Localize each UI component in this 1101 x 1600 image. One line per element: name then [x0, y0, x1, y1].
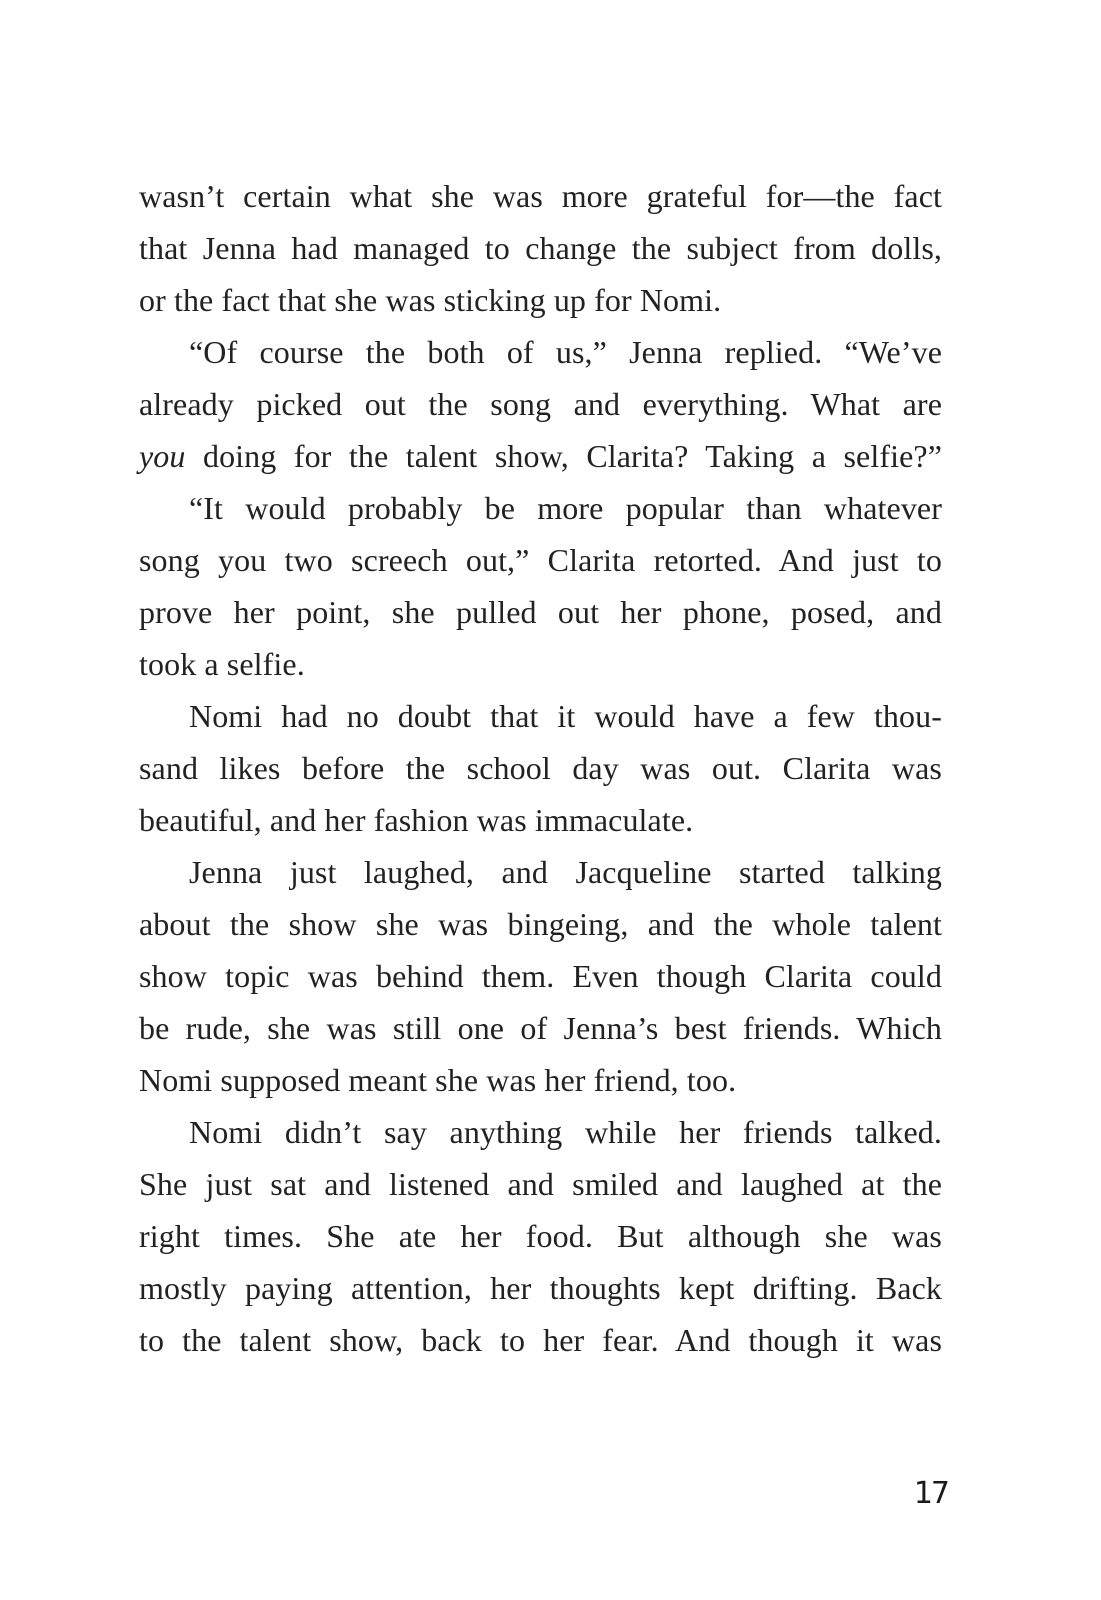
italic-word: you	[139, 438, 186, 474]
text-line: song you two screech out,” Clarita retorted. And just to	[139, 542, 942, 578]
text-line: beautiful, and her fashion was immaculate.	[139, 802, 694, 838]
text-line: be rude, she was still one of Jenna’s best friends. Which	[139, 1010, 942, 1046]
text-line: mostly paying attention, her thoughts kept drifting. Back	[139, 1270, 942, 1306]
body-text	[139, 170, 942, 1366]
text-line: “It would probably be more popular than whatever	[189, 490, 942, 526]
text-line: sand likes before the school day was out. Clarita was	[139, 750, 942, 786]
text-line-rest: doing for the talent show, Clarita? Taking a selfie?”	[202, 438, 942, 474]
text-line: Nomi had no doubt that it would have a few thou-	[189, 698, 942, 734]
text-line: or the fact that she was sticking up for Nomi.	[139, 282, 722, 318]
page-number: 17	[913, 1476, 948, 1511]
text-line: that Jenna had managed to change the subject from dolls,	[139, 230, 942, 266]
text-line: right times. She ate her food. But although she was	[139, 1218, 942, 1254]
text-line: took a selfie.	[139, 646, 305, 682]
text-line: wasn’t certain what she was more grateful for—the fact	[139, 178, 942, 214]
text-line: She just sat and listened and smiled and laughed at the	[139, 1166, 942, 1202]
text-line: prove her point, she pulled out her phone, posed, and	[139, 594, 942, 630]
text-line: Nomi didn’t say anything while her friends talked.	[189, 1114, 942, 1150]
text-line: about the show she was bingeing, and the whole talent	[139, 906, 942, 942]
text-line: Nomi supposed meant she was her friend, too.	[139, 1062, 737, 1098]
text-line: already picked out the song and everything. What are	[139, 386, 942, 422]
text-line: Jenna just laughed, and Jacqueline started talking	[189, 854, 942, 890]
text-line: show topic was behind them. Even though Clarita could	[139, 958, 942, 994]
text-line: to the talent show, back to her fear. And though it was	[139, 1322, 942, 1358]
text-line: “Of course the both of us,” Jenna replied. “We’ve	[189, 334, 942, 370]
text-line	[139, 430, 942, 482]
